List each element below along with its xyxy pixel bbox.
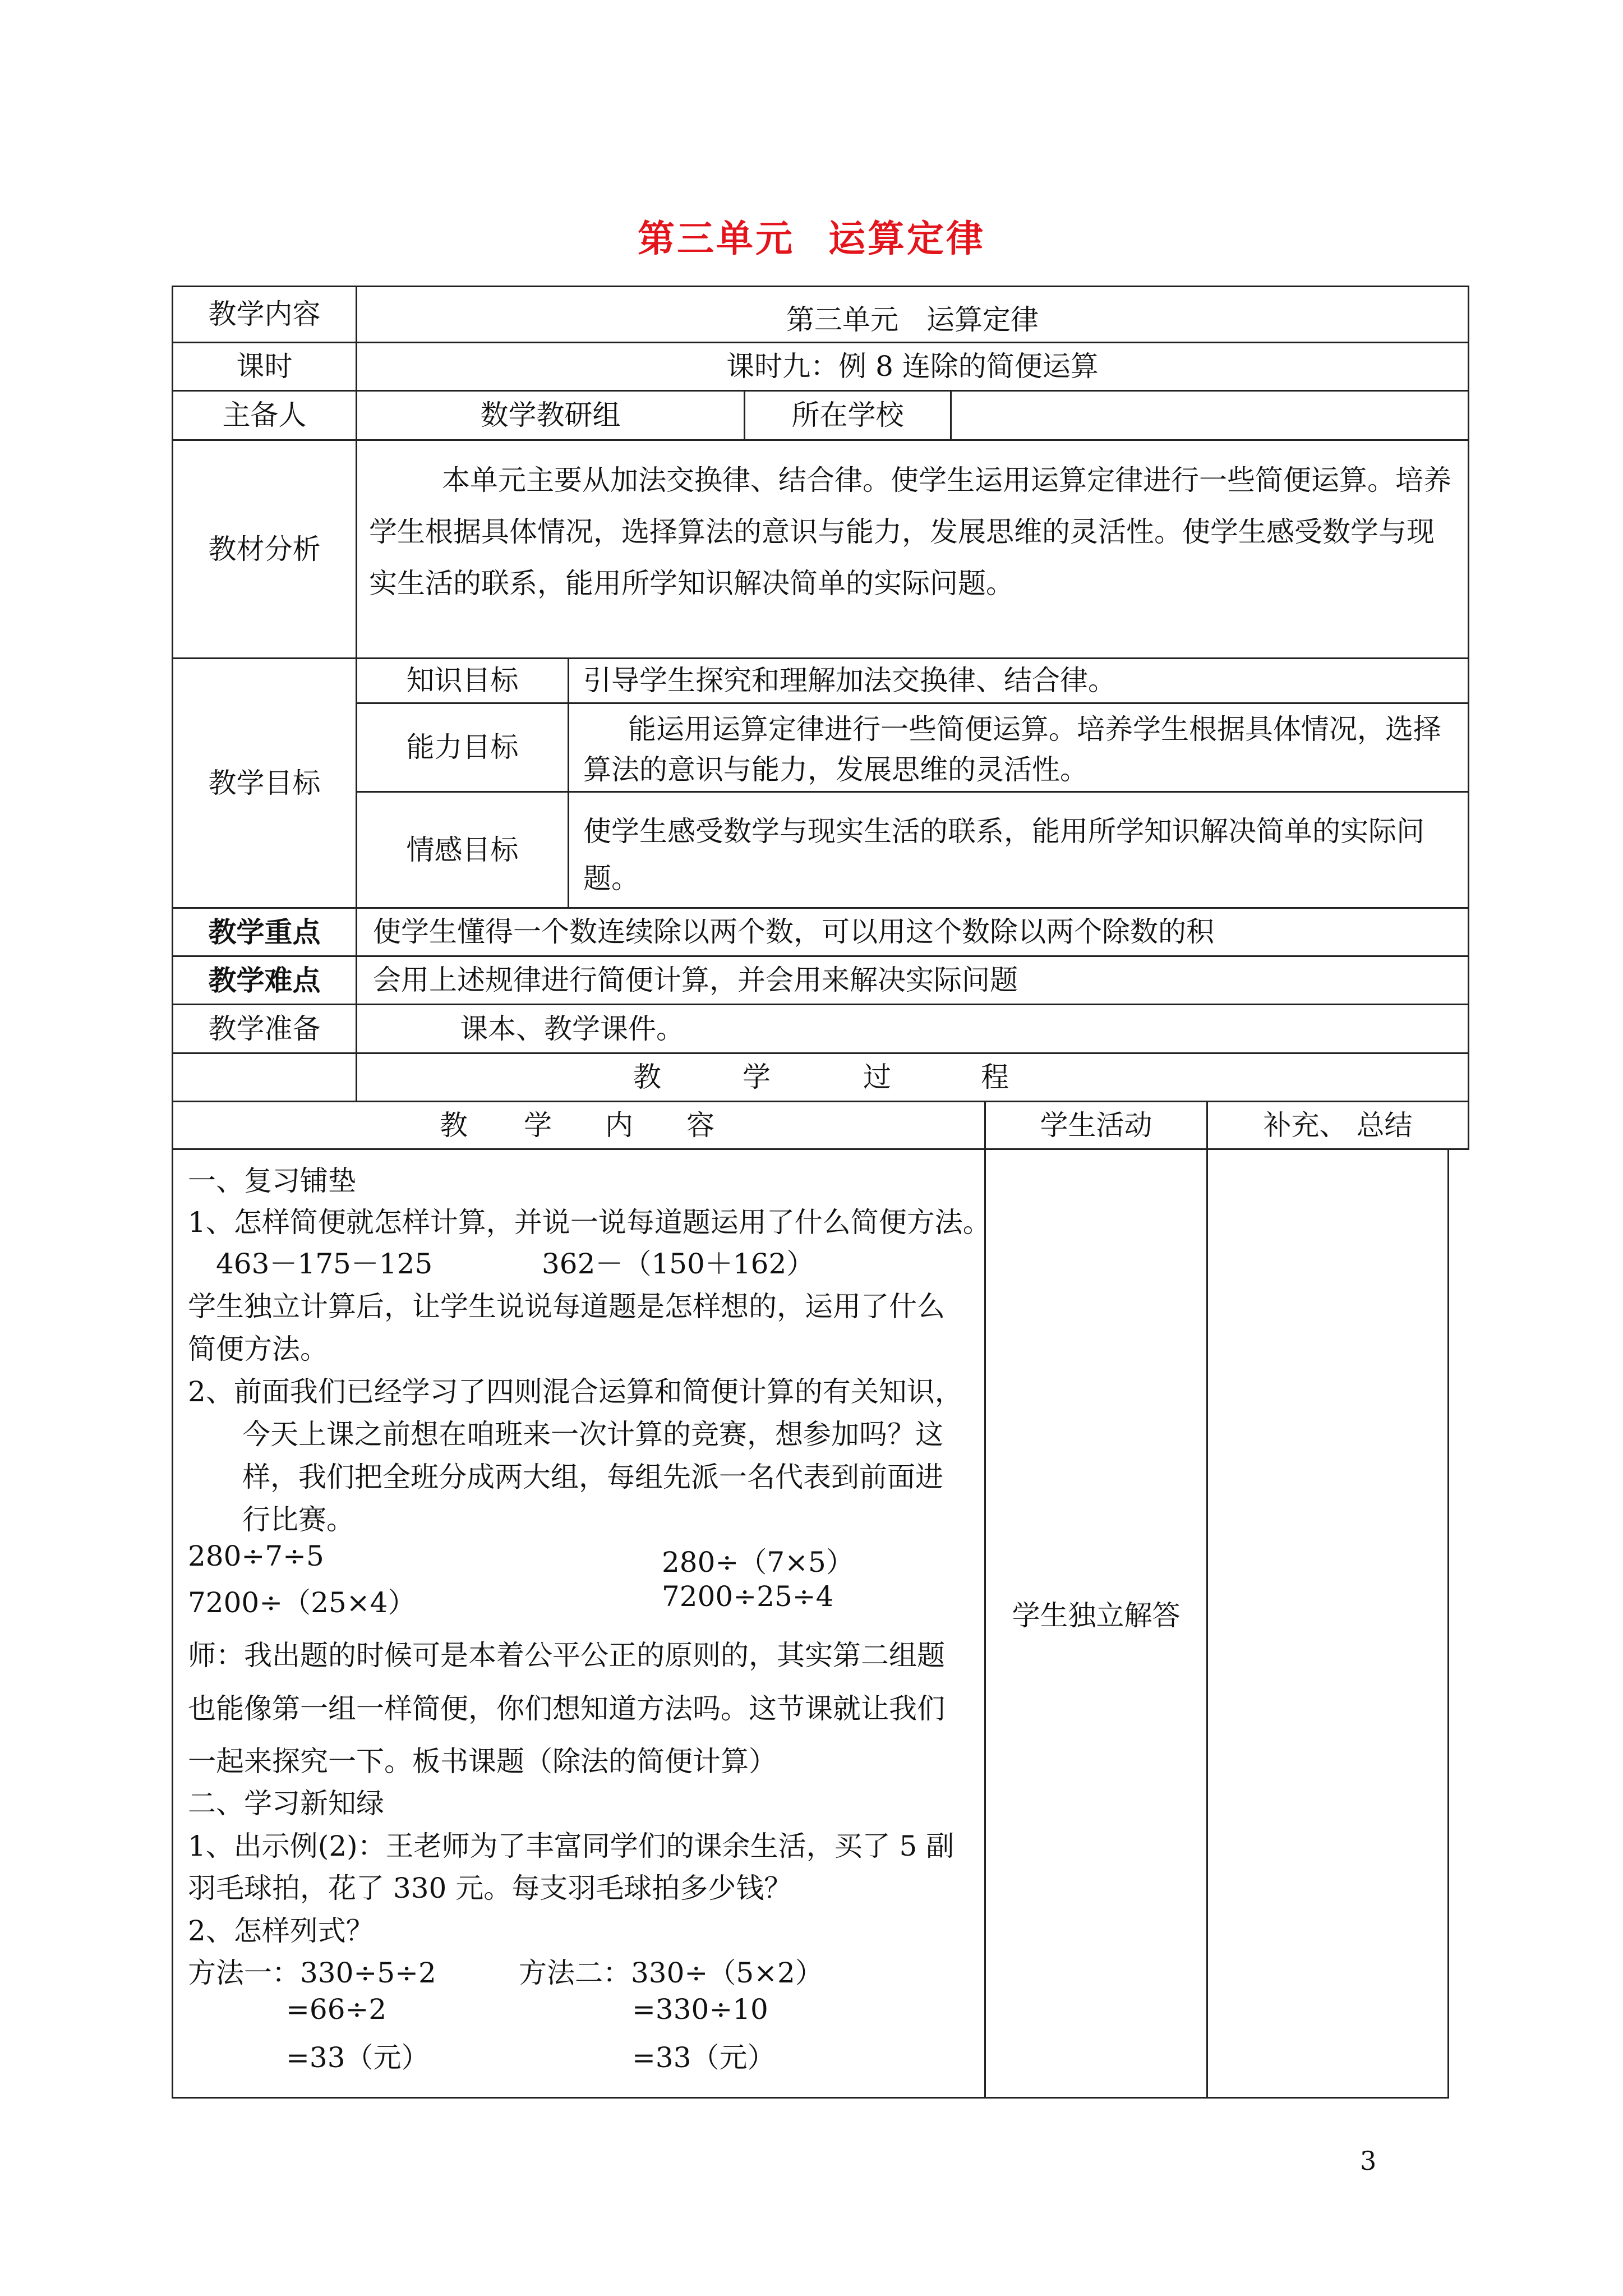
text-key-point: 使学生懂得一个数连续除以两个数，可以用这个数除以两个除数的积 xyxy=(373,915,1214,948)
content-line: 一起来探究一下。板书课题（除法的简便计算） xyxy=(188,1745,777,1778)
process-header-char: 过 xyxy=(863,1061,891,1093)
content-line: =330÷10 xyxy=(632,1993,768,2026)
label-difficulty: 教学难点 xyxy=(208,964,321,997)
table-border-right xyxy=(1468,286,1469,1150)
page-number: 3 xyxy=(1360,2146,1377,2176)
content-line: 280÷（7×5） xyxy=(662,1546,854,1579)
content-line: 二、学习新知绿 xyxy=(188,1787,384,1820)
text-preparation: 课本、教学课件。 xyxy=(460,1012,684,1045)
content-line: 362－（150＋162） xyxy=(542,1248,815,1280)
content-line: 简便方法。 xyxy=(188,1333,328,1365)
label-preparation: 教学准备 xyxy=(208,1012,321,1045)
content-line: =66÷2 xyxy=(286,1993,387,2026)
content-line: 一、复习铺垫 xyxy=(188,1165,356,1197)
title-part-1: 第三单元 xyxy=(638,217,795,260)
label-key-point: 教学重点 xyxy=(208,915,321,949)
content-line: 7200÷（25×4） xyxy=(188,1586,416,1619)
label-lesson: 课时 xyxy=(236,350,293,383)
student-activity-text: 学生独立解答 xyxy=(1012,1599,1181,1632)
row-divider xyxy=(172,1148,1469,1150)
column-header-char: 内 xyxy=(605,1108,633,1142)
value-preparer: 数学教研组 xyxy=(480,399,621,431)
column-header-content xyxy=(173,1102,984,1148)
content-line: =33（元） xyxy=(632,2041,776,2074)
content-line: 师：我出题的时候可是本着公平公正的原则的，其实第二组题 xyxy=(188,1639,945,1672)
content-line: 2、怎样列式？ xyxy=(188,1915,374,1947)
process-header xyxy=(173,1054,1468,1101)
row-divider xyxy=(172,439,1469,441)
content-line: 行比赛。 xyxy=(242,1503,354,1536)
content-line: 方法一：330÷5÷2 xyxy=(188,1957,436,1989)
table-border-top xyxy=(172,286,1469,287)
label-school: 所在学校 xyxy=(791,399,904,431)
content-line: 样，我们把全班分成两大组，每组先派一名代表到前面进 xyxy=(242,1461,943,1493)
content-line: 280÷7÷5 xyxy=(188,1540,324,1572)
text-material-analysis: 本单元主要从加法交换律、结合律。使学生运用运算定律进行一些简便运算。培养学生根据具体情况，选择算法的意识与能力，发展思维的灵活性。使学生感受数学与现实生活的联系，能用所学知识解决简单的实际问题。 xyxy=(369,464,1451,600)
content-line: 也能像第一组一样简便，你们想知道方法吗。这节课就让我们 xyxy=(188,1692,945,1725)
label-teaching-goals: 教学目标 xyxy=(208,766,321,799)
col-divider xyxy=(1206,1101,1208,2099)
column-header-char: 容 xyxy=(686,1108,714,1142)
value-school xyxy=(952,392,1468,439)
title-part-2: 运算定律 xyxy=(828,217,985,260)
text-difficulty: 会用上述规律进行简便计算，并会用来解决实际问题 xyxy=(373,964,1018,996)
content-line: 1、出示例(2)：王老师为了丰富同学们的课余生活，买了 5 副 xyxy=(188,1830,955,1862)
process-header-char: 教 xyxy=(633,1061,661,1093)
content-line: 今天上课之前想在咱班来一次计算的竞赛，想参加吗？这 xyxy=(242,1418,943,1451)
content-line: 学生独立计算后，让学生说说每道题是怎样想的，运用了什么 xyxy=(188,1290,945,1323)
content-line: 羽毛球拍，花了 330 元。每支羽毛球拍多少钱？ xyxy=(188,1872,792,1904)
content-line: 7200÷25÷4 xyxy=(662,1580,834,1613)
content-line: 方法二：330÷（5×2） xyxy=(519,1957,823,1989)
table-border-right-lower xyxy=(1447,1148,1449,2099)
label-knowledge-goal: 知识目标 xyxy=(406,664,519,697)
column-header-char: 教 xyxy=(440,1108,468,1142)
column-header-char: 学 xyxy=(524,1108,552,1142)
text-emotion-goal: 使学生感受数学与现实生活的联系，能用所学知识解决简单的实际问题。 xyxy=(583,815,1424,895)
text-knowledge-goal: 引导学生探究和理解加法交换律、结合律。 xyxy=(583,664,1116,697)
value-lesson: 课时九：例 8 连除的简便运算 xyxy=(726,350,1099,383)
column-header-summary: 补充、 总结 xyxy=(1263,1108,1413,1142)
process-header-char: 学 xyxy=(743,1061,771,1093)
content-line: 2、前面我们已经学习了四则混合运算和简便计算的有关知识， xyxy=(188,1375,963,1408)
label-teaching-content: 教学内容 xyxy=(208,298,321,330)
label-material-analysis: 教材分析 xyxy=(208,532,321,565)
process-header-char: 程 xyxy=(981,1061,1009,1093)
text-ability-goal: 能运用运算定律进行一些简便运算。培养学生根据具体情况，选择算法的意识与能力，发展思维的灵活性。 xyxy=(583,713,1441,786)
label-preparer: 主备人 xyxy=(222,399,307,431)
content-line: =33（元） xyxy=(286,2041,430,2074)
column-header-student-activity: 学生活动 xyxy=(1040,1108,1152,1142)
label-ability-goal: 能力目标 xyxy=(406,731,519,763)
value-teaching-content: 第三单元 运算定律 xyxy=(786,303,1039,336)
content-line: 1、怎样简便就怎样计算，并说一说每道题运用了什么简便方法。 xyxy=(188,1206,991,1239)
table-border-bottom xyxy=(172,2097,1449,2099)
col-divider xyxy=(568,657,569,909)
content-line: 463－175－125 xyxy=(216,1248,433,1280)
page-title xyxy=(0,209,1623,262)
label-emotion-goal: 情感目标 xyxy=(406,833,519,866)
